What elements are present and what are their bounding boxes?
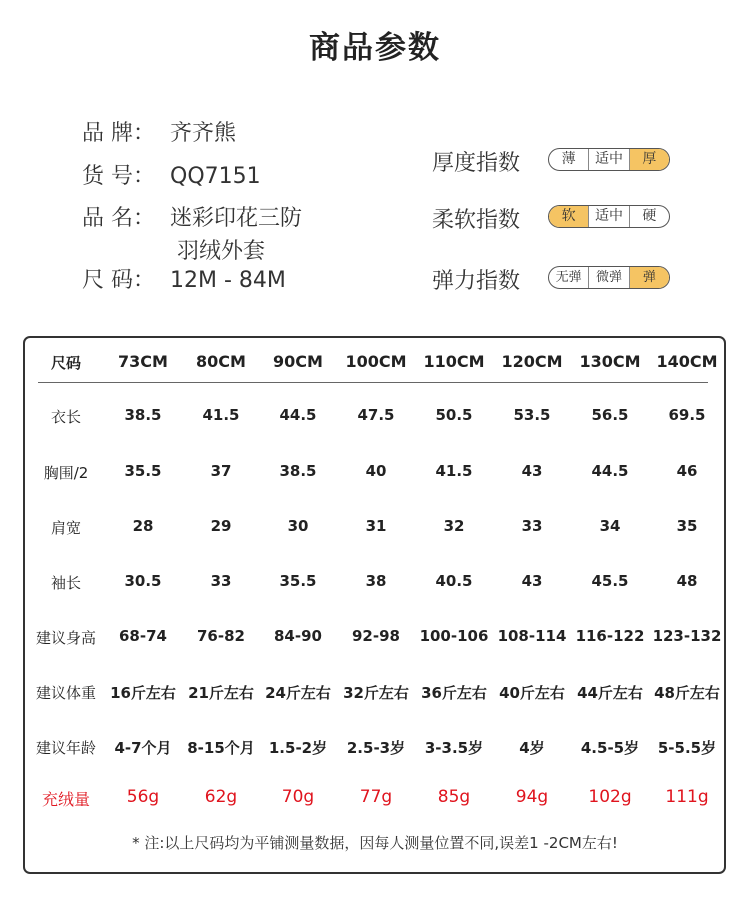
table-cell: 56.5 [591,406,629,424]
table-cell: 76-82 [197,627,245,645]
size-value: 12M - 84M [170,268,286,293]
table-cell: 45.5 [591,572,629,590]
table-cell: 5-5.5岁 [657,739,717,757]
table-row-label: 建议体重 [35,684,96,702]
table-cell: 41.5 [202,406,240,424]
table-cell: 8-15个月 [187,739,255,757]
table-row-label: 充绒量 [41,790,90,809]
table-cell: 3-3.5岁 [424,739,484,757]
table-cell: 123-132 [652,627,722,645]
table-cell: 35.5 [279,572,317,590]
table-cell: 32 [443,517,465,535]
table-cell: 84-90 [274,627,322,645]
index-option: 弹 [630,267,669,288]
name-row [82,201,302,265]
table-cell: 38 [365,572,387,590]
table-cell: 30 [287,517,309,535]
table-cell: 36斤左右 [421,684,487,702]
table-cell: 44.5 [591,462,629,480]
index-label: 弹力指数 [432,269,521,294]
table-cell: 40 [365,462,387,480]
brand-label: 品 牌： [82,121,155,146]
table-cell: 28 [132,517,154,535]
table-cell: 43 [521,462,543,480]
table-row-label: 胸围/2 [43,464,89,482]
table-cell: 32斤左右 [343,684,409,702]
table-cell: 62g [204,787,238,807]
table-cell: 1.5-2岁 [268,739,328,757]
table-cell: 16斤左右 [110,684,176,702]
table-header-cell: 130CM [579,352,641,371]
table-cell: 2.5-3岁 [346,739,406,757]
table-cell: 92-98 [352,627,400,645]
table-cell: 4.5-5岁 [580,739,640,757]
table-cell: 68-74 [119,627,167,645]
header-divider [38,382,708,383]
size-label: 尺 码： [82,268,155,293]
table-row-label: 建议年龄 [35,739,96,757]
index-scale [548,266,670,289]
table-cell: 35 [676,517,698,535]
table-cell: 41.5 [435,462,473,480]
table-cell: 53.5 [513,406,551,424]
table-cell: 48 [676,572,698,590]
sku-label: 货 号： [82,164,155,189]
brand-value: 齐齐熊 [170,121,237,146]
index-scale [548,205,670,228]
table-cell: 44.5 [279,406,317,424]
measurement-note: * 注:以上尺码均为平铺测量数据，因每人测量位置不同,误差1 -2CM左右! [132,834,618,852]
index-option: 厚 [630,149,669,170]
table-cell: 50.5 [435,406,473,424]
table-cell: 40.5 [435,572,473,590]
table-cell: 116-122 [575,627,645,645]
sku-value: QQ7151 [170,164,261,189]
table-cell: 48斤左右 [654,684,720,702]
size-row [82,263,286,294]
table-cell: 34 [599,517,621,535]
table-cell: 100-106 [419,627,489,645]
index-option: 无弹 [549,267,589,288]
table-row-label: 袖长 [50,574,81,592]
table-cell: 35.5 [124,462,162,480]
name-value-line1: 迷彩印花三防 [170,206,303,231]
index-option: 硬 [642,208,657,224]
table-cell: 85g [437,787,471,807]
table-cell: 77g [359,787,393,807]
table-cell: 69.5 [668,406,706,424]
table-header-cell: 110CM [423,352,485,371]
table-cell: 24斤左右 [265,684,331,702]
table-header-cell: 140CM [656,352,718,371]
table-cell: 30.5 [124,572,162,590]
table-row-label: 建议身高 [35,629,96,647]
table-header-cell: 73CM [118,352,168,371]
table-cell: 94g [515,787,549,807]
table-cell: 56g [126,787,160,807]
table-cell: 38.5 [279,462,317,480]
table-cell: 70g [281,787,315,807]
table-cell: 111g [665,787,709,807]
table-cell: 21斤左右 [188,684,254,702]
page-title: 商品参数 [309,30,441,66]
table-cell: 43 [521,572,543,590]
sku-row [82,159,261,190]
table-cell: 47.5 [357,406,395,424]
name-label: 品 名： [82,206,155,231]
table-cell: 102g [588,787,632,807]
table-row-label: 肩宽 [50,519,81,537]
index-option: 适中 [589,149,629,170]
table-header-cell: 100CM [345,352,407,371]
table-cell: 44斤左右 [577,684,643,702]
brand-row [82,116,236,147]
table-cell: 37 [210,462,232,480]
table-cell: 40斤左右 [499,684,565,702]
index-label: 厚度指数 [432,151,521,176]
table-cell: 4-7个月 [114,739,172,757]
table-header-label: 尺码 [50,354,81,372]
table-header-cell: 90CM [273,352,323,371]
table-cell: 29 [210,517,232,535]
index-option: 软 [549,206,589,227]
table-cell: 31 [365,517,387,535]
table-cell: 108-114 [497,627,567,645]
table-header-cell: 80CM [196,352,246,371]
table-cell: 4岁 [519,739,545,757]
table-cell: 33 [210,572,232,590]
index-label: 柔软指数 [432,208,521,233]
table-cell: 46 [676,462,698,480]
name-value-line2: 羽绒外套 [177,239,266,264]
index-scale [548,148,670,171]
table-cell: 33 [521,517,543,535]
index-option: 薄 [549,149,589,170]
index-option: 适中 [589,206,629,227]
index-option: 微弹 [589,267,629,288]
table-cell: 38.5 [124,406,162,424]
table-row-label: 衣长 [50,408,81,426]
table-header-cell: 120CM [501,352,563,371]
